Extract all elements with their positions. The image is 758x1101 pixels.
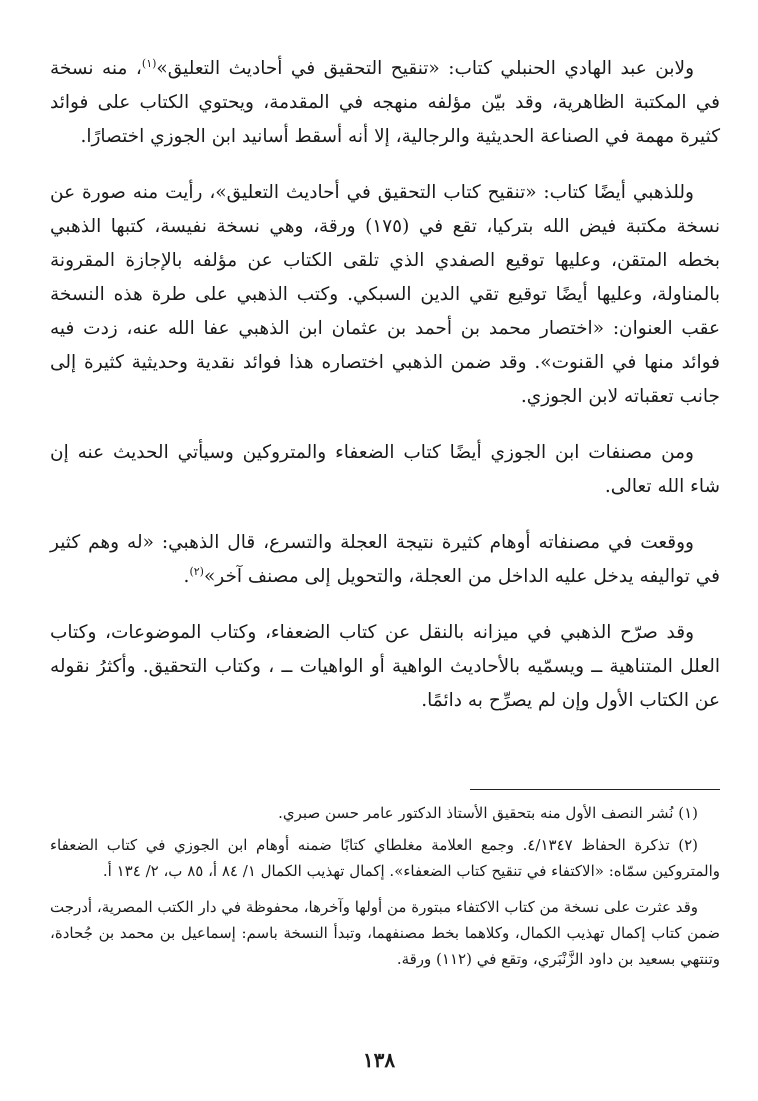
paragraph-5-text: وقد صرّح الذهبي في ميزانه بالنقل عن كتاب الضعفاء، وكتاب الموضوعات، وكتاب العلل المتناهية ــ ويسمّيه بالأحاديث الواهية أو الواهيات ــ ، وكتاب التحقيق. وأكثرُ نقوله عن الكتاب الأول وإن لم يصرِّح به دائمًا. xyxy=(50,622,720,711)
paragraph-1 xyxy=(50,52,720,154)
footnote-ref-2[interactable]: (٢) xyxy=(189,564,204,578)
paragraph-3-text: ومن مصنفات ابن الجوزي أيضًا كتاب الضعفاء والمتروكين وسيأتي الحديث عنه إن شاء الله تعالى. xyxy=(50,442,720,497)
footnote-2: (٢) تذكرة الحفاظ ٤/١٣٤٧. وجمع العلامة مغلطاي كتابًا ضمنه أوهام ابن الجوزي في كتاب الضعفاء والمتروكين سمّاه: «الاكتفاء في تنقيح كتاب الضعفاء». إكمال تهذيب الكمال ١/ ٨٤ أ، ٨٥ ب، ٢/ ١٣٤ أ. xyxy=(50,836,720,880)
footnote-ref-1[interactable]: (١) xyxy=(141,56,157,70)
footnote-1: (١) نُشر النصف الأول منه بتحقيق الأستاذ الدكتور عامر حسن صبري. xyxy=(278,804,698,822)
paragraph-2 xyxy=(50,176,720,414)
footnotes xyxy=(50,800,720,978)
main-text xyxy=(50,52,720,740)
paragraph-5 xyxy=(50,616,720,718)
paragraph-4 xyxy=(50,526,720,594)
footnote-divider xyxy=(470,789,720,790)
paragraph-1-text: ولابن عبد الهادي الحنبلي كتاب: «تنقيح التحقيق في أحاديث التعليق» xyxy=(156,58,695,79)
paragraph-1-text-cont: ، منه نسخة في المكتبة الظاهرية، وقد بيّن مؤلفه منهجه في المقدمة، ويحتوي الكتاب على فوائد كثيرة مهمة في الصناعة الحديثية والرجالية، إلا أنه أسقط أسانيد ابن الجوزي اختصارًا. xyxy=(50,58,720,147)
paragraph-4-text-cont: . xyxy=(183,566,190,587)
paragraph-4-text: ووقعت في مصنفاته أوهام كثيرة نتيجة العجلة والتسرع، قال الذهبي: «له وهم كثير في تواليفه يدخل عليه الداخل من العجلة، والتحويل إلى مصنف آخر» xyxy=(50,532,720,587)
page-number: ١٣٨ xyxy=(362,1048,396,1072)
paragraph-2-text: وللذهبي أيضًا كتاب: «تنقيح كتاب التحقيق في أحاديث التعليق»، رأيت منه صورة عن نسخة مكتبة فيض الله بتركيا، تقع في (١٧٥) ورقة، وهي نسخة نفيسة، كتبها الذهبي بخطه المتقن، وعليها توقيع الصفدي الذي تلقى الكتاب عن مؤلفه بالإجازة المقرونة بالمناولة، وعليها أيضًا توقيع تقي الدين السبكي. وكتب الذهبي على طرة هذه النسخة عقب العنوان: «اختصار محمد بن أحمد بن عثمان ابن الذهبي عفا الله عنه، زدت فيه فوائد منها في القنوت». وقد ضمن الذهبي اختصاره هذا فوائد نقدية وحديثية كثيرة إلى جانب تعقباته لابن الجوزي. xyxy=(50,182,720,407)
footnote-2-continuation: وقد عثرت على نسخة من كتاب الاكتفاء مبتورة من أولها وآخرها، محفوظة في دار الكتب المصرية، أدرجت ضمن كتاب إكمال تهذيب الكمال، وكلاهما بخط مصنفهما، وتبدأ النسخة باسم: إسماعيل بن محمد بن جُحادة، وتنتهي بسعيد بن داود الزَّنْبَري، وتقع في (١١٢) ورقة. xyxy=(50,898,720,968)
paragraph-3 xyxy=(50,436,720,504)
